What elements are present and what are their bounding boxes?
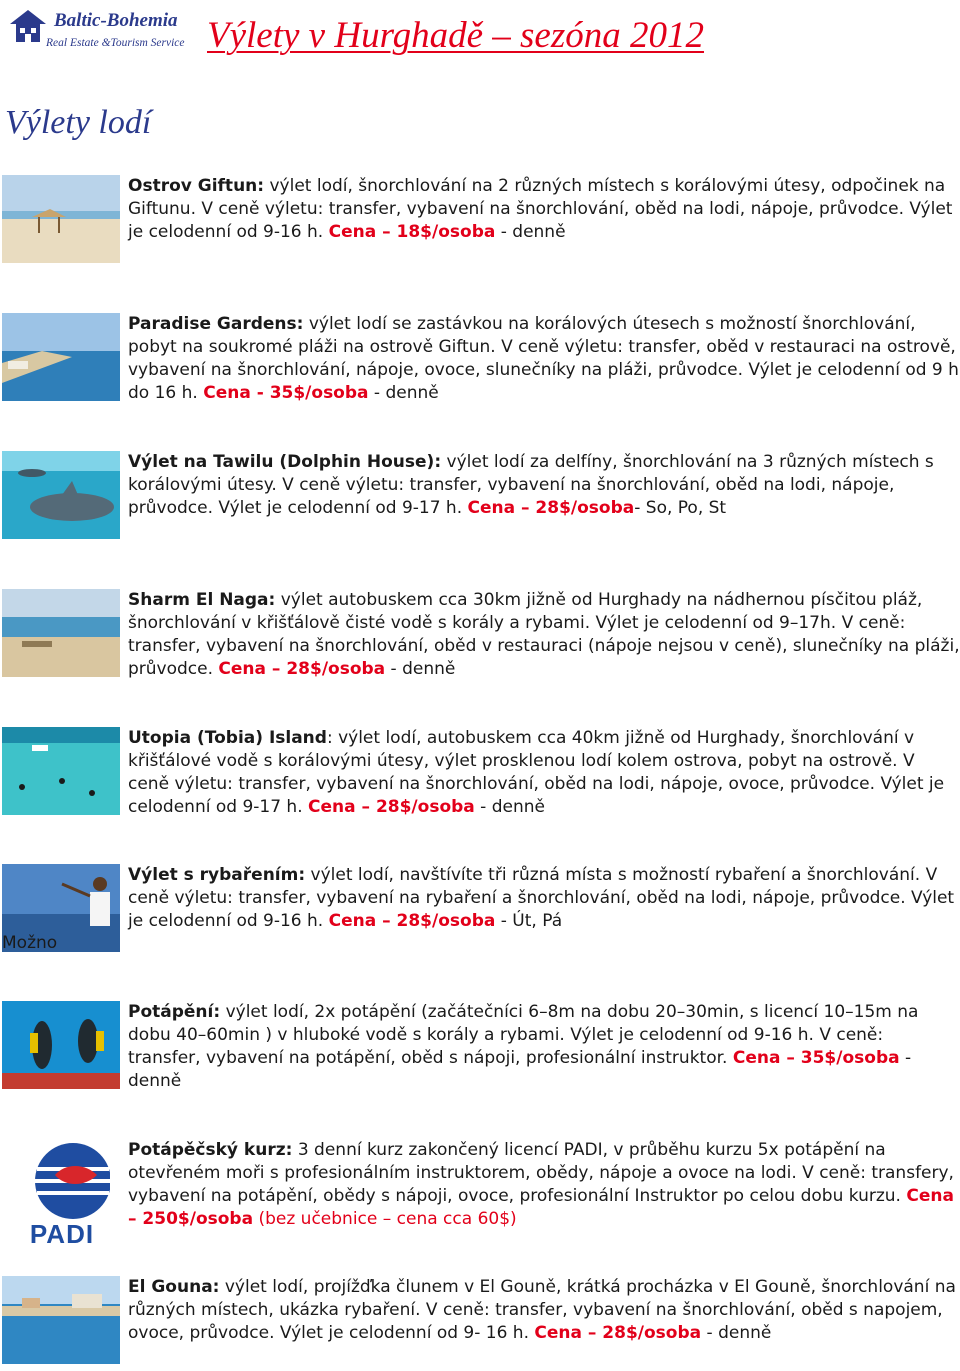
house-logo-icon	[8, 6, 48, 46]
padi-logo-text: PADI	[29, 1219, 95, 1247]
trip-text: výlet lodí se zastávkou na korálových útesech s možností šnorchlování, pobyt na soukromé pláži na ostrově Giftun. V ceně výletu: transfer, oběd v restauraci na ostrově, vybavení na šnorchlování, nápoje, ovoce, slunečníky na pláži, průvodce. Výlet je celodenní od 9 h do 16 h.	[128, 314, 959, 403]
trip-days: - denně	[128, 1048, 912, 1091]
trip-name: Potápění:	[128, 1002, 221, 1022]
el-gouna-photo	[2, 1276, 120, 1364]
trip-price: Cena – 28$/osoba	[308, 797, 475, 817]
trip-days: - denně	[368, 383, 439, 403]
island-photo	[2, 313, 120, 401]
bay-photo	[2, 589, 120, 677]
trip-text: výlet lodí, šnorchlování na 2 různých místech s korálovými útesy, odpočinek na Giftunu. V ceně výletu: transfer, vybavení na šnorchlování, oběd na lodi, nápoje, průvodce. Výlet je celodenní od 9-16 h.	[128, 176, 953, 242]
trip-name: Utopia (Tobia) Island	[128, 728, 327, 748]
trip-price: Cena – 28$/osoba	[534, 1323, 702, 1343]
trip-name: Sharm El Naga:	[128, 590, 276, 610]
trip-text: 3 denní kurz zakončený licencí PADI, v průběhu kurzu 5x potápění na otevřeném moři s profesionálním instruktorem, obědy, nápoje a ovoce na lodi. V ceně: transfery, vybavení na potápění, obědy s nápoji, ovoce, profesionální Instruktor po celou dobu kurzu.	[128, 1140, 954, 1206]
trip-name: Ostrov Giftun:	[128, 176, 265, 196]
trip-description	[128, 727, 960, 819]
trip-description	[128, 1276, 960, 1345]
dolphin-photo	[2, 451, 120, 539]
trip-text: výlet autobuskem cca 30km jižně od Hurghady na nádhernou písčitou pláž, šnorchlování v křišťálově čisté vodě s korály a rybami. Výlet je celodenní od 9–17h. V ceně: transfer, vybavení na šnorchlování, oběd v restauraci (nápoje nejsou v ceně), slunečníky na pláži, průvodce.	[128, 590, 960, 679]
trip-price: Cena – 28$/osoba	[467, 498, 635, 518]
trip-days: - denně	[495, 222, 566, 242]
trip-description	[128, 1139, 960, 1231]
trip-name: Potápěčský kurz:	[128, 1140, 293, 1160]
trip-name: El Gouna:	[128, 1277, 220, 1297]
logo-name: Baltic-Bohemia	[54, 10, 178, 31]
trip-name: Paradise Gardens:	[128, 314, 304, 334]
section-title: Výlety lodí	[5, 104, 152, 141]
trip-price: Cena – 18$/osoba	[328, 222, 496, 242]
logo-subtitle: Real Estate &Tourism Service	[46, 37, 185, 49]
trip-name: Výlet s rybařením:	[128, 865, 306, 885]
trip-price: Cena – 35$/osoba	[732, 1048, 900, 1068]
trip-price: Cena – 250$/osoba	[128, 1186, 954, 1229]
trip-description	[128, 1001, 960, 1093]
overlay-word: Možno	[2, 933, 58, 953]
trip-description	[128, 313, 960, 405]
trip-text: výlet lodí za delfíny, šnorchlování na 3 různých místech s korálovými útesy. V ceně výletu: transfer, vybavení na šnorchlování, oběd na lodi, nápoje, průvodce. Výlet je celodenní od 9-17 h.	[128, 452, 934, 518]
trip-days: - So, Po, St	[634, 498, 727, 518]
trip-price: Cena - 35$/osoba	[203, 383, 369, 403]
trip-text: výlet lodí, 2x potápění (začátečníci 6–8m na dobu 20–30min, s licencí 10–15m na dobu 40–60min ) v hluboké vodě s korály a rybami. Výlet je celodenní od 9-16 h. V ceně: transfer, vybavení na potápění, oběd s nápoji, profesionální instruktor.	[128, 1002, 919, 1068]
diving-photo	[2, 1001, 120, 1089]
trip-price: Cena – 28$/osoba	[218, 659, 386, 679]
company-logo	[8, 4, 185, 54]
trip-days: - denně	[701, 1323, 772, 1343]
trip-days: - Út, Pá	[495, 911, 563, 931]
trip-description	[128, 864, 960, 933]
trip-text: : výlet lodí, autobuskem cca 40km jižně od Hurghady, šnorchlování v křišťálové vodě s korálovými útesy, výlet prosklenou lodí kolem ostrova, pobyt na ostrově. V ceně výletu: transfer, vybavení na šnorchlování, oběd na lodi, nápoje, ovoce, průvodce. Výlet je celodenní od 9-17 h.	[128, 728, 945, 817]
padi-logo	[14, 1139, 110, 1247]
lagoon-photo	[2, 727, 120, 815]
trip-description	[128, 589, 960, 681]
trip-name: Výlet na Tawilu (Dolphin House):	[128, 452, 442, 472]
trip-description	[128, 175, 960, 244]
trip-price: Cena – 28$/osoba	[328, 911, 496, 931]
page-title: Výlety v Hurghadě – sezóna 2012	[207, 15, 704, 56]
trip-days: - denně	[474, 797, 545, 817]
trip-days: (bez učebnice – cena cca 60$)	[253, 1209, 517, 1229]
beach-photo	[2, 175, 120, 263]
trip-text: výlet lodí, navštívíte tři různá místa s možností rybaření a šnorchlování. V ceně výletu: transfer, vybavení na rybaření a šnorchlování, oběd na lodi, nápoje, průvodce. Výlet je celodenní od 9-16 h.	[128, 865, 955, 931]
trip-days: - denně	[385, 659, 456, 679]
trip-description	[128, 451, 960, 520]
trip-text: výlet lodí, projížďka člunem v El Gouně, krátká procházka v El Gouně, šnorchlování na různých místech, ukázka rybaření. V ceně: transfer, vybavení na šnorchlování, oběd s napojem, ovoce, průvodce. Výlet je celodenní od 9- 16 h.	[128, 1277, 956, 1343]
